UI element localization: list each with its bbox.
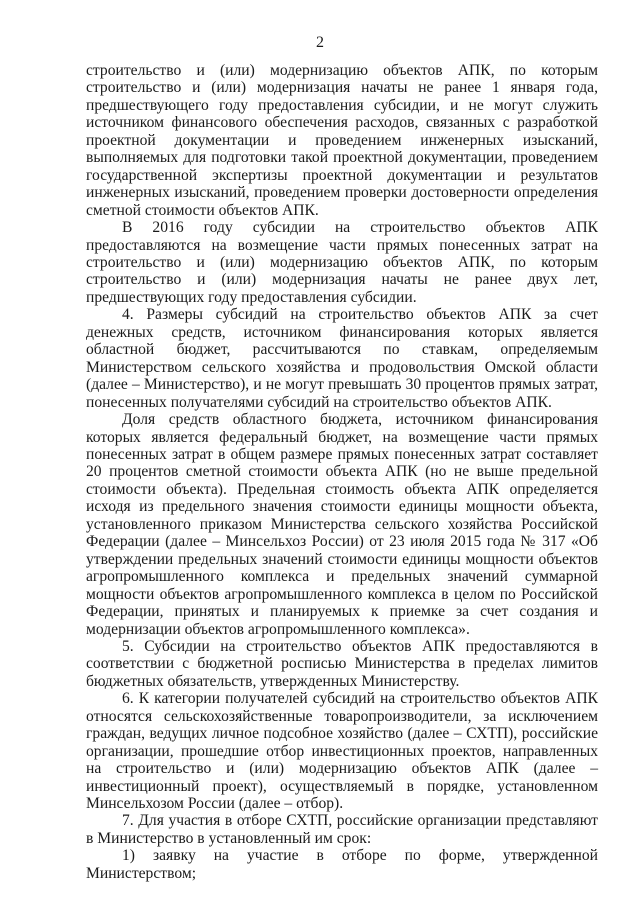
document-body bbox=[86, 62, 598, 882]
paragraph-federal-share: Доля средств областного бюджета, источником финансирования которых является федеральный бюджет, на возмещение части прямых понесенных затрат в общем размере прямых понесенных затрат составляет 20 процентов сметной стоимости объекта АПК (но не выше предельной стоимости объекта). Предельная стоимость объекта АПК определяется исходя из предельного значения стоимости единицы мощности объекта, установленного приказом Министерства сельского хозяйства Российской Федерации (далее – Минсельхоз России) от 23 июля 2015 года № 317 «Об утверждении предельных значений стоимости единицы мощности объектов агропромышленного комплекса и предельных значений суммарной мощности объектов агропромышленного комплекса в целом по Российской Федерации, принятых и планируемых к приемке за счет создания и модернизации объектов агропромышленного комплекса». bbox=[86, 411, 598, 638]
paragraph-item-4: 4. Размеры субсидий на строительство объектов АПК за счет денежных средств, источником финансирования которых является областной бюджет, рассчитываются по ставкам, определяемым Министерством сельского хозяйства и продовольствия Омской области (далее – Министерство), и не могут превышать 30 процентов прямых затрат, понесенных получателями субсидий на строительство объектов АПК. bbox=[86, 306, 598, 411]
page-number: 2 bbox=[316, 34, 324, 51]
paragraph-subitem-1: 1) заявку на участие в отборе по форме, утвержденной Министерством; bbox=[86, 847, 598, 882]
paragraph-2016-subsidies: В 2016 году субсидии на строительство объектов АПК предоставляются на возмещение части прямых понесенных затрат на строительство и (или) модернизацию объектов АПК, по которым строительство и (или) модернизация начаты не ранее двух лет, предшествующих году предоставления субсидии. bbox=[86, 219, 598, 306]
paragraph-continuation: строительство и (или) модернизацию объектов АПК, по которым строительство и (или) модернизация начаты не ранее 1 января года, предшествующего году предоставления субсидии, и не могут служить источником финансового обеспечения расходов, связанных с разработкой проектной документации и проведением инженерных изысканий, выполняемых для подготовки такой проектной документации, проведением государственной экспертизы проектной документации и результатов инженерных изысканий, проведением проверки достоверности определения сметной стоимости объектов АПК. bbox=[86, 62, 598, 219]
paragraph-item-6: 6. К категории получателей субсидий на строительство объектов АПК относятся сельскохозяйственные товаропроизводители, за исключением граждан, ведущих личное подсобное хозяйство (далее – СХТП), российские организации, прошедшие отбор инвестиционных проектов, направленных на строительство и (или) модернизацию объектов АПК (далее – инвестиционный проект), осуществляемый в порядке, установленном Минсельхозом России (далее – отбор). bbox=[86, 690, 598, 813]
paragraph-item-7: 7. Для участия в отборе СХТП, российские организации представляют в Министерство в установленный им срок: bbox=[86, 812, 598, 847]
paragraph-item-5: 5. Субсидии на строительство объектов АПК предоставляются в соответствии с бюджетной росписью Министерства в пределах лимитов бюджетных обязательств, утвержденных Министерству. bbox=[86, 637, 598, 690]
